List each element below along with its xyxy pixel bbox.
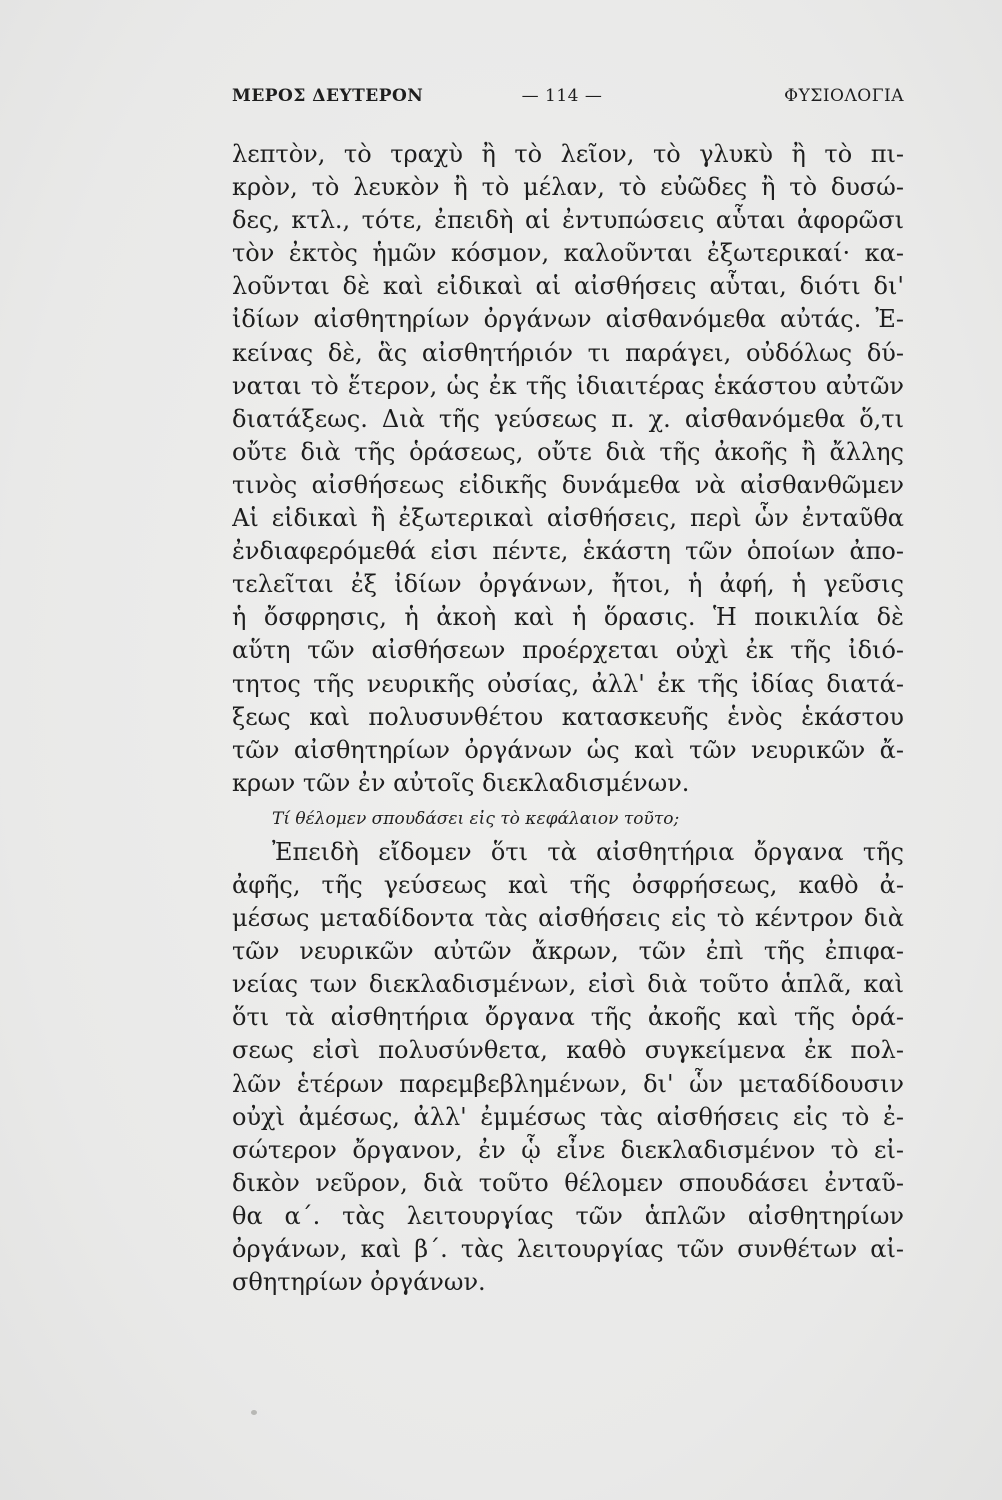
text-line: οὐχὶ ἀμέσως, ἀλλ' ἐμμέσως τὰς αἰσθήσεις εἰς τὸ ἐ- (232, 1102, 904, 1131)
page-number: — 114 — (521, 86, 603, 106)
text-line: Αἱ εἰδικαὶ ἢ ἐξωτερικαὶ αἰσθήσεις, περὶ ὧν ἐνταῦθα (232, 504, 904, 533)
text-line: κρὸν, τὸ λευκὸν ἢ τὸ μέλαν, τὸ εὐῶδες ἢ τὸ δυσώ- (232, 173, 904, 202)
text-line: λῶν ἑτέρων παρεμβεβλημένων, δι' ὧν μεταδίδουσιν (232, 1069, 904, 1098)
text-line: τινὸς αἰσθήσεως εἰδικῆς δυνάμεθα νὰ αἰσθανθῶμεν (232, 470, 904, 499)
text-line: ναται τὸ ἕτερον, ὡς ἐκ τῆς ἰδιαιτέρας ἑκάστου αὐτῶν (232, 371, 904, 400)
text-line: λοῦνται δὲ καὶ εἰδικαὶ αἱ αἰσθήσεις αὗται, διότι δι' (232, 272, 904, 301)
text-line: ἐνδιαφερόμεθά εἰσι πέντε, ἑκάστη τῶν ὁποίων ἀπο- (232, 537, 904, 566)
text-line: ὀργάνων, καὶ β΄. τὰς λειτουργίας τῶν συνθέτων αἰ- (232, 1235, 904, 1263)
paragraph-2 (232, 836, 904, 1299)
text-line: τελεῖται ἐξ ἰδίων ὀργάνων, ἤτοι, ἡ ἀφή, ἡ γεῦσις (232, 570, 904, 599)
text-line: ὅτι τὰ αἰσθητήρια ὄργανα τῆς ἀκοῆς καὶ τῆς ὁρά- (232, 1003, 904, 1032)
text-line: σθητηρίων ὀργάνων. (232, 1268, 486, 1297)
running-header (232, 86, 904, 116)
text-line: ἰδίων αἰσθητηρίων ὀργάνων αἰσθανόμεθα αὐτάς. Ἐ- (232, 305, 904, 334)
ink-spot (251, 1410, 257, 1415)
text-line: λεπτὸν, τὸ τραχὺ ἢ τὸ λεῖον, τὸ γλυκὺ ἢ τὸ πι- (232, 140, 904, 168)
text-line: σώτερον ὄργανον, ἐν ᾧ εἶνε διεκλαδισμένον τὸ εἰ- (232, 1135, 904, 1164)
header-section-title: ΜΕΡΟΣ ΔΕΥΤΕΡΟΝ (232, 86, 424, 106)
text-line: κείνας δὲ, ἃς αἰσθητήριόν τι παράγει, οὐδόλως δύ- (232, 338, 904, 367)
text-line: κρων τῶν ἐν αὐτοῖς διεκλαδισμένων. (232, 768, 690, 797)
section-subheading: Τί θέλομεν σπουδάσει εἰς τὸ κεφάλαιον τοῦτο; (272, 808, 680, 829)
text-line: δικὸν νεῦρον, διὰ τοῦτο θέλομεν σπουδάσει ἐνταῦ- (232, 1168, 904, 1197)
text-line: διατάξεως. Διὰ τῆς γεύσεως π. χ. αἰσθανόμεθα ὅ,τι (232, 404, 904, 433)
body-text (232, 138, 904, 1299)
text-line: ἡ ὄσφρησις, ἡ ἀκοὴ καὶ ἡ ὅρασις. Ἡ ποικιλία δὲ (232, 603, 904, 632)
text-line: οὔτε διὰ τῆς ὁράσεως, οὔτε διὰ τῆς ἀκοῆς ἢ ἄλλης (232, 437, 904, 466)
text-line: ἀφῆς, τῆς γεύσεως καὶ τῆς ὀσφρήσεως, καθὸ ἀ- (232, 870, 904, 899)
text-line: μέσως μεταδίδοντα τὰς αἰσθήσεις εἰς τὸ κέντρον διὰ (232, 904, 904, 933)
text-line: τῶν αἰσθητηρίων ὀργάνων ὡς καὶ τῶν νευρικῶν ἄ- (232, 735, 904, 764)
text-line: δες, κτλ., τότε, ἐπειδὴ αἱ ἐντυπώσεις αὗται ἀφορῶσι (232, 206, 904, 235)
text-line: θα α΄. τὰς λειτουργίας τῶν ἁπλῶν αἰσθητηρίων (232, 1201, 904, 1230)
text-line: τῶν νευρικῶν αὐτῶν ἄκρων, τῶν ἐπὶ τῆς ἐπιφα- (232, 937, 904, 966)
paragraph-1 (232, 138, 904, 800)
header-chapter-title: ΦΥΣΙΟΛΟΓΙΑ (784, 86, 904, 106)
text-line: σεως εἰσὶ πολυσύνθετα, καθὸ συγκείμενα ἐκ πολ- (232, 1036, 904, 1065)
text-line: τητος τῆς νευρικῆς οὐσίας, ἀλλ' ἐκ τῆς ἰδίας διατά- (232, 669, 904, 698)
text-line: τὸν ἐκτὸς ἡμῶν κόσμον, καλοῦνται ἐξωτερικαί· κα- (232, 239, 904, 268)
text-line: Ἐπειδὴ εἴδομεν ὅτι τὰ αἰσθητήρια ὄργανα τῆς (272, 837, 904, 866)
text-line: νείας των διεκλαδισμένων, εἰσὶ διὰ τοῦτο ἁπλᾶ, καὶ (232, 970, 904, 999)
text-line: αὕτη τῶν αἰσθήσεων προέρχεται οὐχὶ ἐκ τῆς ἰδιό- (232, 636, 904, 665)
text-line: ξεως καὶ πολυσυνθέτου κατασκευῆς ἑνὸς ἑκάστου (232, 702, 904, 731)
